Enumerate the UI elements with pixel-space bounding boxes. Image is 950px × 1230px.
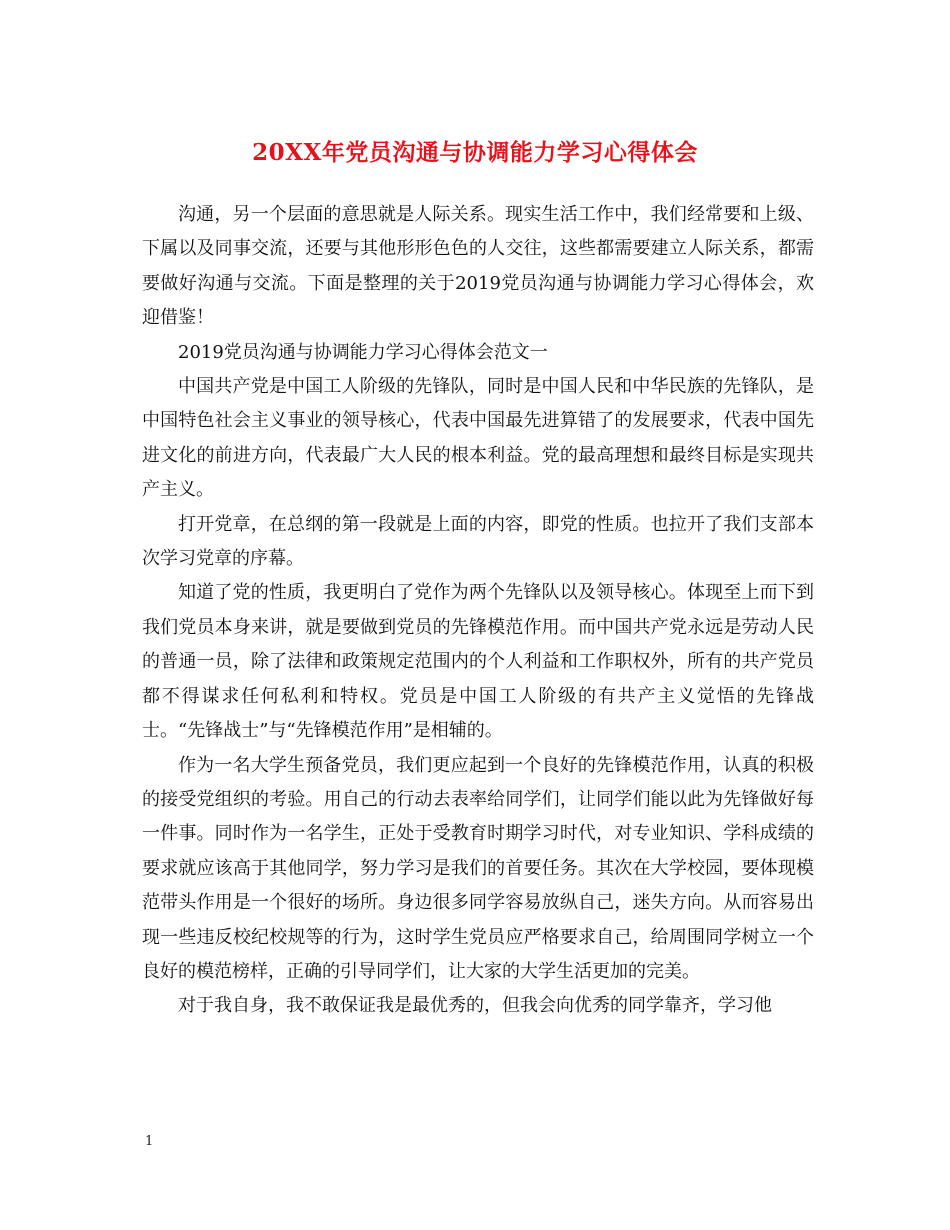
page-number: 1 (145, 1134, 154, 1149)
document-title: 20XX年党员沟通与协调能力学习心得体会 (252, 139, 698, 166)
paragraph-vanguard-role: 知道了党的性质，我更明白了党作为两个先锋队以及领导核心。体现至上而下到我们党员本身来讲，就是要做到党员的先锋模范作用。而中国共产党永远是劳动人民的普通一员，除了法律和政策规定范围内的个人利益和工作职权外，所有的共产党员都不得谋求任何私利和特权。党员是中国工人阶级的有共产主义觉悟的先锋战士。“先锋战士”与“先锋模范作用”是相辅的。 (142, 582, 814, 742)
paragraph-party-nature: 中国共产党是中国工人阶级的先锋队，同时是中国人民和中华民族的先锋队，是中国特色社会主义事业的领导核心，代表中国最先进算错了的发展要求，代表中国先进文化的前进方向，代表最广大人民的根本利益。党的最高理想和最终目标是实现共产主义。 (142, 376, 814, 501)
paragraph-student-member: 作为一名大学生预备党员，我们更应起到一个良好的先锋模范作用，认真的积极的接受党组织的考验。用自己的行动去表率给同学们，让同学们能以此为先锋做好每一件事。同时作为一名学生，正处于受教育时期学习时代，对专业知识、学科成绩的要求就应该高于其他同学，努力学习是我们的首要任务。其次在大学校园，要体现模范带头作用是一个很好的场所。身边很多同学容易放纵自己，迷失方向。从而容易出现一些违反校纪校规等的行为，这时学生党员应严格要求自己，给周围同学树立一个良好的模范榜样，正确的引导同学们，让大家的大学生活更加的完美。 (142, 754, 814, 982)
paragraph-intro: 沟通，另一个层面的意思就是人际关系。现实生活工作中，我们经常要和上级、下属以及同事交流，还要与其他形形色色的人交往，这些都需要建立人际关系，都需要做好沟通与交流。下面是整理的关于2019党员沟通与协调能力学习心得体会，欢迎借鉴！ (142, 204, 814, 329)
document-body (142, 198, 814, 1024)
paragraph-heading-sample-one: 2019党员沟通与协调能力学习心得体会范文一 (178, 341, 548, 363)
paragraph-party-charter: 打开党章，在总纲的第一段就是上面的内容，即党的性质。也拉开了我们支部本次学习党章的序幕。 (142, 513, 814, 570)
paragraph-self: 对于我自身，我不敢保证我是最优秀的，但我会向优秀的同学靠齐，学习他 (178, 995, 772, 1017)
